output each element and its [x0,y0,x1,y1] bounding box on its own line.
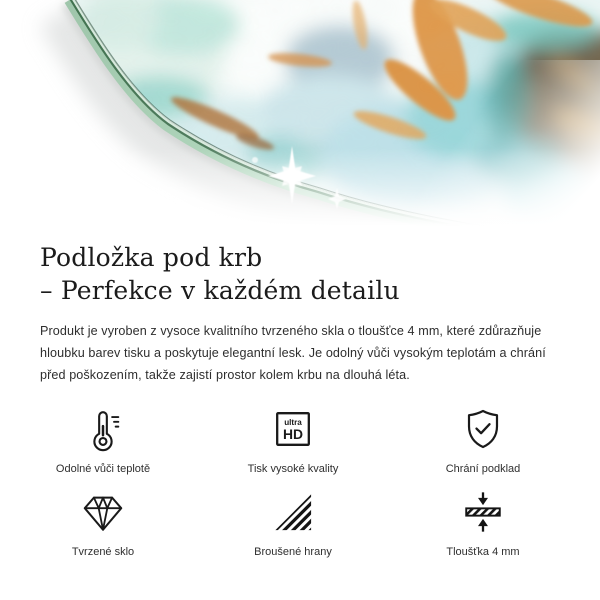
shield-check-icon [460,406,506,452]
product-description: Produkt je vyroben z vysoce kvalitního tvrzeného skla o tloušťce 4 mm, které zdůrazňuje hloubku barev tisku a poskytuje elegantní lesk. Je odolný vůči vysokým teplotám a chrání před poškozením, takže zajistí prostor kolem krbu na dlouhá léta. [40,324,546,383]
beveled-edges-icon [270,489,316,535]
product-image [0,0,600,235]
feature-protects-floor [388,406,578,475]
feature-beveled-edges [198,489,388,558]
feature-label: Chrání podklad [445,463,521,476]
feature-grid [8,406,578,558]
feature-label: Tisk vysoké kvality [247,463,339,476]
feature-heat-resistant [8,406,198,475]
feature-label: Odolné vůči teplotě [55,463,151,476]
thermometer-icon [80,406,126,452]
page-title-line1: Podložka pod krb [40,243,263,272]
diamond-icon [80,489,126,535]
feature-tempered-glass [8,489,198,558]
right-fade [380,60,600,235]
ultra-hd-icon [270,406,316,452]
product-info-section [0,242,600,558]
page-title [40,242,572,307]
page-title-line2: – Perfekce v každém detailu [40,275,400,305]
glass-plate-photo [0,0,600,235]
feature-label: Tvrzené sklo [71,546,135,559]
feature-print-quality [198,406,388,475]
ultra-hd-icon-text-bottom: HD [282,426,304,443]
feature-label: Tloušťka 4 mm [446,546,520,559]
ultra-hd-icon-text-top: ultra [284,418,302,428]
feature-label: Broušené hrany [254,546,332,559]
compressed-thickness-icon [460,489,506,535]
feature-thickness [388,489,578,558]
